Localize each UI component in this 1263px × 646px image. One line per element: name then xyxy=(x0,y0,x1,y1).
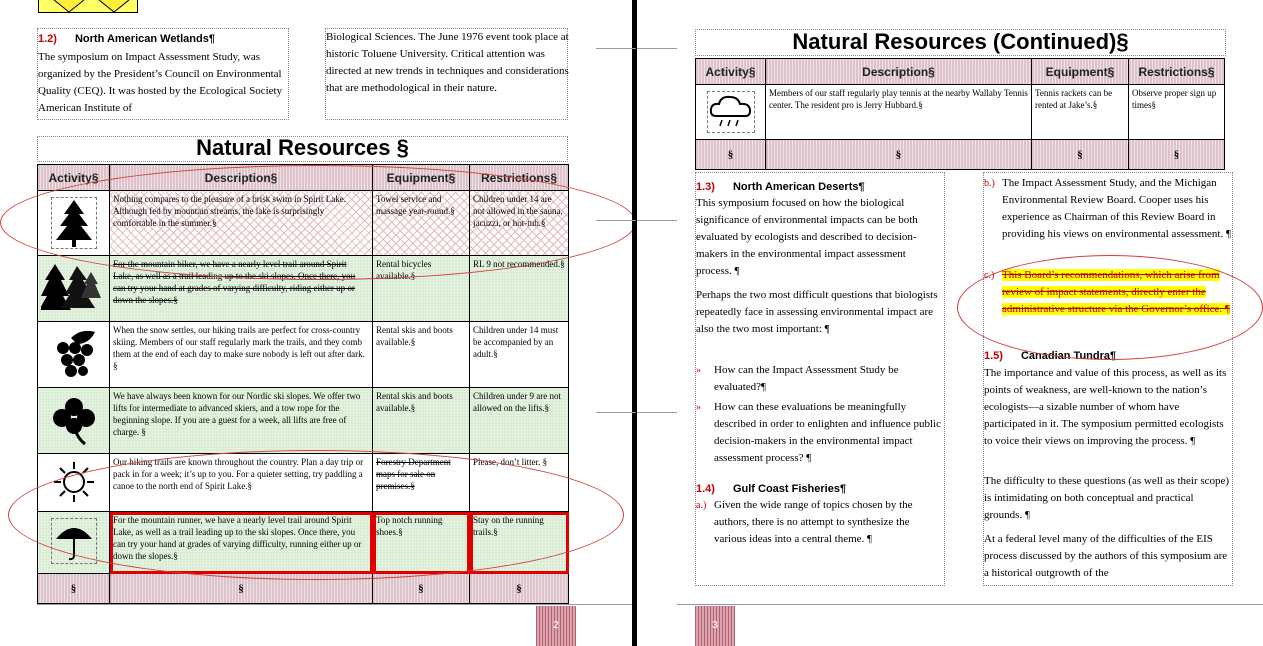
text-column-2 xyxy=(325,28,568,120)
footer-cell[interactable]: § xyxy=(110,574,373,604)
restrictions-cell[interactable]: Stay on the running trails.§ xyxy=(470,512,569,574)
section-heading: Gulf Coast Fisheries¶ xyxy=(732,483,847,495)
markup-ellipse[interactable] xyxy=(8,450,624,580)
description-cell[interactable]: For the mountain runner, we have a nearly level trail around Spirit Lake, as well as a trail leading up to the ski slopes. Once there, you can try your hand at grades of varying difficulty, running either up or down the slopes.§ xyxy=(110,512,373,574)
col-header-restrictions[interactable]: Restrictions§ xyxy=(1129,59,1225,85)
section-number: 1.3) xyxy=(696,181,715,193)
footer-cell[interactable]: § xyxy=(38,574,110,604)
description-cell[interactable]: Members of our staff regularly play tennis at the nearby Wallaby Tennis center. The resident pro is Jerry Hubbard.§ xyxy=(766,85,1032,140)
rain-cloud-icon xyxy=(707,91,755,133)
description-cell[interactable]: When the snow settles, our hiking trails are perfect for cross-country skiing. Members of our staff regularly mark the trails, and they comb them at the end of each day to make sure nobody is left out after dark. § xyxy=(110,322,373,388)
text-column-1 xyxy=(37,28,289,120)
activity-cell[interactable] xyxy=(38,256,110,322)
table-header-row xyxy=(696,59,1225,85)
col-header-restrictions[interactable]: Restrictions§ xyxy=(470,165,569,191)
description-cell[interactable]: We have always been known for our Nordic ski slopes. We offer two lifts for intermediate to advanced skiers, and a tow rope for the beginning slope. If you are a guest for a week, all lifts are free of charge. § xyxy=(110,388,373,454)
section-heading: North American Deserts¶ xyxy=(732,181,865,193)
description-cell[interactable]: Nothing compares to the pleasure of a brisk swim in Spirit Lake. Although fed by mountain streams, the lake is surprisingly comfortable in the summer.§ xyxy=(110,191,373,256)
restrictions-cell[interactable]: Children under 14 are not allowed in the sauna, jacuzzi, or hot-tub.§ xyxy=(470,191,569,256)
equipment-cell[interactable]: Top notch running shoes.§ xyxy=(373,512,470,574)
list-item-highlighted: c.) This Board’s recommendations, which arise from review of impact statements, directly enter the administrative structure via the Governor’s office. ¶ xyxy=(984,269,1230,315)
restrictions-cell[interactable]: Children under 9 are not allowed on the lifts.§ xyxy=(470,388,569,454)
equipment-cell[interactable]: Rental skis and boots available.§ xyxy=(373,388,470,454)
forest-icon xyxy=(51,262,97,314)
page-number-badge: 3 xyxy=(695,606,735,646)
natural-resources-continued-table xyxy=(695,58,1225,170)
section-number: 1.4) xyxy=(696,483,715,495)
table-row xyxy=(38,322,569,388)
document-page-right xyxy=(637,0,1263,646)
bullet-item: » How can these evaluations be meaningfully described in order to enlighten and influence public decision-makers in the environmental impact assessment process? ¶ xyxy=(696,401,941,464)
col-header-equipment[interactable]: Equipment§ xyxy=(1032,59,1129,85)
description-cell[interactable]: Our hiking trails are known throughout the country. Plan a day trip or pack in for a week; it’s up to you. For a quieter setting, try paddling a canoe to the north end of Spirit Lake.§ xyxy=(110,454,373,512)
table-row xyxy=(696,85,1225,140)
equipment-cell[interactable]: Rental skis and boots available.§ xyxy=(373,322,470,388)
col-header-activity[interactable]: Activity§ xyxy=(696,59,766,85)
description-cell[interactable]: For the mountain biker, we have a nearly level trail around Spirit Lake, as well as a trail leading up to the ski slopes. Once there, you can try your hand at grades of varying difficulty, riding either up or down the slopes.§ xyxy=(110,256,373,322)
table-footer-row xyxy=(696,140,1225,170)
paragraph: The difficulty to these questions (as well as their scope) is intimidating on both conceptual and practical grounds. ¶ xyxy=(984,475,1230,521)
paragraph: Perhaps the two most difficult questions that biologists repeatedly face in assessing environmental impact are also the two most important: ¶ xyxy=(696,289,938,335)
restrictions-cell[interactable]: Children under 14 must be accompanied by an adult.§ xyxy=(470,322,569,388)
table-title: Natural Resources § xyxy=(37,136,568,162)
list-marker: b.) xyxy=(984,178,995,189)
list-item: a.) Given the wide range of topics chosen by the authors, there is no attempt to synthesize the various ideas into a central theme. ¶ xyxy=(696,499,913,545)
footer-cell[interactable]: § xyxy=(470,574,569,604)
text-column-1 xyxy=(695,172,945,586)
section-number: 1.2) xyxy=(38,33,57,45)
markup-ellipse[interactable] xyxy=(957,255,1263,360)
clover-icon xyxy=(51,394,97,446)
text-column-2 xyxy=(983,172,1233,586)
col-header-description[interactable]: Description§ xyxy=(766,59,1032,85)
markup-ellipse[interactable] xyxy=(0,165,636,280)
bullet-item: » How can the Impact Assessment Study be evaluated?¶ xyxy=(696,364,899,393)
margin-guide xyxy=(596,48,636,49)
restrictions-cell[interactable]: Please, don’t litter. § xyxy=(470,454,569,512)
activity-cell[interactable] xyxy=(38,322,110,388)
bullet-marker: » xyxy=(696,402,701,413)
equipment-cell[interactable]: Towel service and massage year-round.§ xyxy=(373,191,470,256)
table-title: Natural Resources (Continued)§ xyxy=(695,29,1226,56)
col-header-description[interactable]: Description§ xyxy=(110,165,373,191)
equipment-cell[interactable]: Rental bicycles available.§ xyxy=(373,256,470,322)
bullet-marker: » xyxy=(696,365,701,376)
restrictions-cell[interactable]: RL 9 not recommended.§ xyxy=(470,256,569,322)
list-item: b.) The Impact Assessment Study, and the Michigan Environmental Review Board. Cooper uses his experience as Chairman of this Review Board in providing his views on environmental assessment. ¶ xyxy=(984,177,1231,240)
paragraph: The importance and value of this process, as well as its points of weakness, are well-known to the nation’s ecologists—a sizable number of whom have participated in it. The symposium permitted ecologists to voice their views on improving the process. ¶ xyxy=(984,367,1227,447)
margin-guide xyxy=(596,412,636,413)
list-marker: a.) xyxy=(696,500,707,511)
equipment-cell[interactable]: Forestry Department maps for sale on premises.§ xyxy=(373,454,470,512)
section-heading: North American Wetlands¶ xyxy=(74,33,215,45)
footer-cell[interactable]: § xyxy=(766,140,1032,170)
equipment-cell[interactable]: Tennis rackets can be rented at Jake’s.§ xyxy=(1032,85,1129,140)
activity-cell[interactable] xyxy=(38,388,110,454)
footer-cell[interactable]: § xyxy=(1129,140,1225,170)
margin-guide xyxy=(596,220,636,221)
grapes-icon xyxy=(51,328,97,380)
page-footer-line xyxy=(37,604,632,605)
table-row xyxy=(38,388,569,454)
col-header-activity[interactable]: Activity§ xyxy=(38,165,110,191)
paragraph: Biological Sciences. The June 1976 event took place at historic Toluene University. Critical attention was directed at new trends in techniques and considerations that are methodological in their nature. xyxy=(326,31,569,94)
footer-cell[interactable]: § xyxy=(373,574,470,604)
page-number-badge: 2 xyxy=(536,606,576,646)
logo-image xyxy=(38,0,138,13)
list-marker: c.) xyxy=(984,270,995,281)
section-heading: Canadian Tundra¶ xyxy=(1020,350,1117,362)
section-number: 1.5) xyxy=(984,350,1003,362)
page-footer-line xyxy=(677,604,1263,605)
restrictions-cell[interactable]: Observe proper sign up times§ xyxy=(1129,85,1225,140)
footer-cell[interactable]: § xyxy=(1032,140,1129,170)
paragraph: The symposium on Impact Assessment Study, was organized by the President’s Council on Environmental Quality (CEQ). It was hosted by the Ecological Society American Institute of xyxy=(38,51,283,114)
paragraph: This symposium focused on how the biological significance of environmental impacts can be both evaluated by ecologists and described to decision-makers in the environmental impact assessment process. ¶ xyxy=(696,197,918,277)
paragraph: At a federal level many of the difficulties of the EIS process discussed by the authors of this symposium are a historical outgrowth of the xyxy=(984,533,1228,579)
col-header-equipment[interactable]: Equipment§ xyxy=(373,165,470,191)
footer-cell[interactable]: § xyxy=(696,140,766,170)
activity-cell[interactable] xyxy=(696,85,766,140)
